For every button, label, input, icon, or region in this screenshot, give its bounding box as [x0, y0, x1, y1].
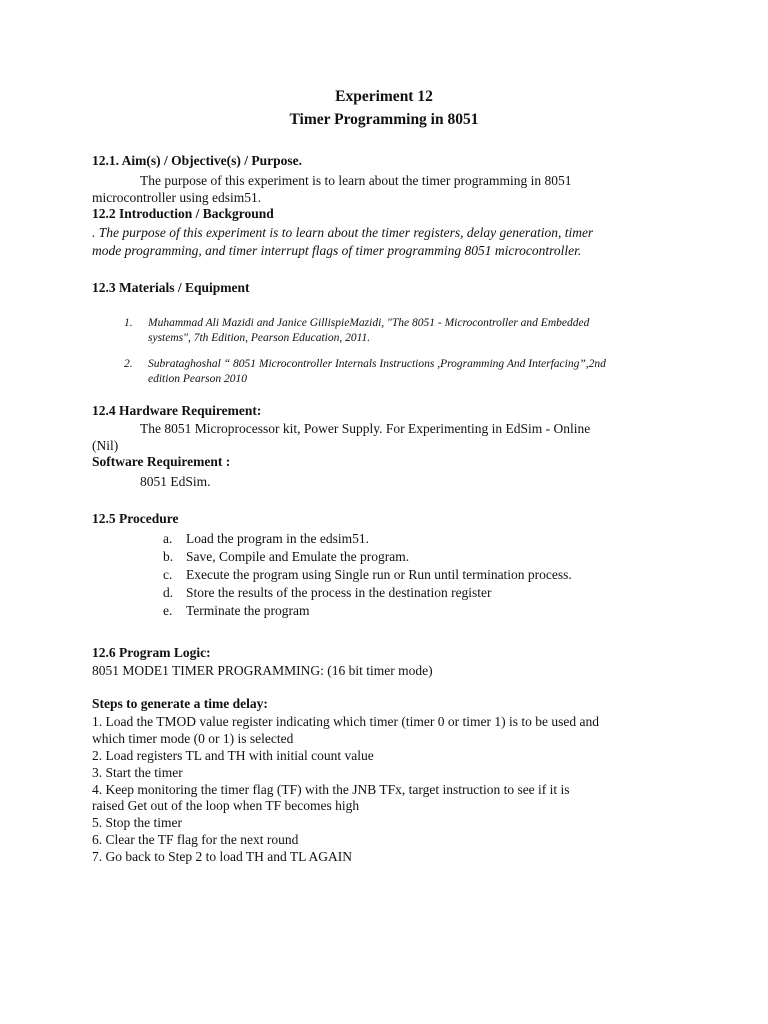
procedure-step — [0, 530, 768, 547]
step-letter: a. — [163, 531, 173, 546]
logic-step4-line1: 4. Keep monitoring the timer flag (TF) with the JNB TFx, target instruction to see if it is — [92, 782, 570, 797]
reference-text-line2: edition Pearson 2010 — [148, 373, 248, 385]
reference-text-line1: Subrataghoshal “ 8051 Microcontroller Internals Instructions ,Programming And Interfacing”,2nd — [148, 358, 606, 370]
section-program-logic-heading: 12.6 Program Logic: — [92, 645, 211, 660]
reference-item — [0, 357, 768, 387]
logic-step2: 2. Load registers TL and TH with initial count value — [92, 748, 374, 763]
step-letter: e. — [163, 603, 173, 618]
hardware-text-line2: (Nil) — [92, 438, 119, 453]
logic-step6: 6. Clear the TF flag for the next round — [92, 832, 299, 847]
hardware-text-line1: The 8051 Microprocessor kit, Power Supply. For Experimenting in EdSim - Online — [140, 421, 591, 436]
steps-heading: Steps to generate a time delay: — [92, 696, 268, 711]
intro-text-line2: mode programming, and timer interrupt flags of timer programming 8051 microcontroller. — [92, 243, 582, 258]
step-text: Terminate the program — [186, 603, 310, 618]
procedure-step — [0, 548, 768, 565]
section-materials-heading: 12.3 Materials / Equipment — [92, 280, 250, 295]
logic-step3: 3. Start the timer — [92, 765, 183, 780]
section-intro-heading: 12.2 Introduction / Background — [92, 206, 274, 221]
section-aim-heading: 12.1. Aim(s) / Objective(s) / Purpose. — [92, 153, 302, 168]
reference-number: 1. — [124, 317, 133, 329]
logic-step4-line2: raised Get out of the loop when TF becomes high — [92, 798, 360, 813]
software-text: 8051 EdSim. — [140, 474, 211, 489]
section-hardware-heading: 12.4 Hardware Requirement: — [92, 403, 262, 418]
logic-step5: 5. Stop the timer — [92, 815, 182, 830]
step-letter: d. — [163, 585, 174, 600]
intro-text-line1: . The purpose of this experiment is to learn about the timer registers, delay generation, timer — [92, 225, 594, 240]
experiment-title: Timer Programming in 8051 — [289, 111, 479, 128]
aim-text-line2: microcontroller using edsim51. — [92, 190, 262, 205]
step-letter: c. — [163, 567, 173, 582]
aim-text-line1: The purpose of this experiment is to learn about the timer programming in 8051 — [140, 173, 572, 188]
logic-step1-line1: 1. Load the TMOD value register indicating which timer (timer 0 or timer 1) is to be used and — [92, 714, 599, 729]
procedure-step — [0, 566, 768, 583]
step-text: Store the results of the process in the destination register — [186, 585, 492, 600]
procedure-step — [0, 602, 768, 619]
section-procedure-heading: 12.5 Procedure — [92, 511, 179, 526]
procedure-step — [0, 584, 768, 601]
step-text: Load the program in the edsim51. — [186, 531, 369, 546]
reference-text-line1: Muhammad Ali Mazidi and Janice GillispieMazidi, "The 8051 - Microcontroller and Embedded — [148, 317, 590, 329]
step-text: Save, Compile and Emulate the program. — [186, 549, 410, 564]
experiment-number: Experiment 12 — [335, 88, 433, 105]
logic-step7: 7. Go back to Step 2 to load TH and TL AGAIN — [92, 849, 352, 864]
step-text: Execute the program using Single run or Run until termination process. — [186, 567, 572, 582]
program-logic-subtitle: 8051 MODE1 TIMER PROGRAMMING: (16 bit timer mode) — [92, 663, 433, 678]
reference-item — [0, 316, 768, 346]
software-heading: Software Requirement : — [92, 454, 231, 469]
logic-step1-line2: which timer mode (0 or 1) is selected — [92, 731, 294, 746]
reference-text-line2: systems", 7th Edition, Pearson Education, 2011. — [148, 332, 371, 344]
reference-number: 2. — [124, 358, 133, 370]
step-letter: b. — [163, 549, 174, 564]
